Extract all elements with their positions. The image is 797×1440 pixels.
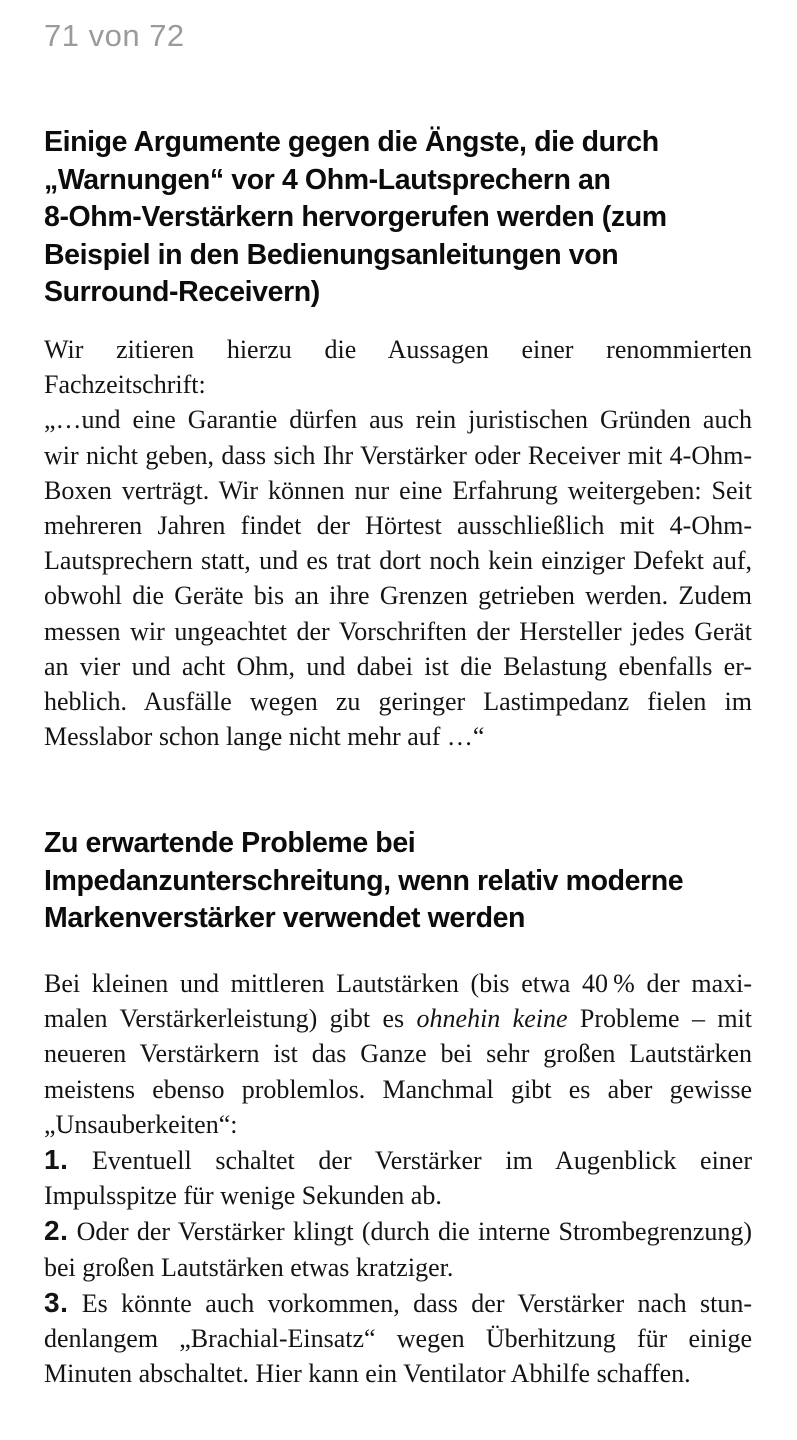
paragraph-magazine-quote <box>44 332 752 754</box>
italic-phrase: ohnehin keine <box>416 1004 568 1034</box>
text-line: messen wir ungeachtet der Vorschriften der Hersteller jedes Gerät <box>44 616 752 646</box>
text-segment: Oder der Verstärker klingt (durch die interne Strombegrenzung) <box>68 1217 752 1247</box>
text-line <box>44 1142 752 1178</box>
text-line: Minuten abschaltet. Hier kann ein Ventilator Abhilfe schaffen. <box>44 1359 691 1389</box>
text-line: bei großen Lautstärken etwas kratziger. <box>44 1252 454 1282</box>
text-line: wir nicht geben, dass sich Ihr Verstärker oder Receiver mit 4-Ohm- <box>44 440 752 470</box>
list-number: 3. <box>44 1286 69 1318</box>
section-heading-expected-problems <box>44 825 756 938</box>
list-number: 2. <box>44 1215 69 1247</box>
list-number: 1. <box>44 1144 69 1176</box>
text-line <box>44 1285 752 1321</box>
heading-line: 8-Ohm-Verstärkern hervorgerufen werden (zum <box>44 201 667 233</box>
paragraph-expected-problems <box>44 966 752 1391</box>
text-line: „Unsauberkeiten“: <box>44 1109 238 1139</box>
text-line: Boxen verträgt. Wir können nur eine Erfahrung weitergeben: Seit <box>44 475 752 505</box>
heading-line: Impedanzunterschreitung, wenn relativ moderne <box>44 864 684 897</box>
text-segment: Probleme – mit <box>567 1004 753 1034</box>
text-line: Bei kleinen und mittleren Lautstärken (bis etwa 40 % der maxi- <box>44 969 752 998</box>
text-line <box>44 1213 752 1249</box>
heading-line: Beispiel in den Bedienungsanleitungen von <box>44 238 619 271</box>
heading-line: Zu erwartende Probleme bei <box>44 827 416 859</box>
text-line: denlangem „Brachial-Einsatz“ wegen Überhitzung für einige <box>44 1324 752 1354</box>
text-line: Lautsprechern statt, und es trat dort noch kein einziger Defekt auf, <box>44 546 752 576</box>
page-indicator: 71 von 72 <box>44 18 185 53</box>
text-line: heblich. Ausfälle wegen zu geringer Lastimpedanz fielen im <box>44 687 752 717</box>
text-line: meistens ebenso problemlos. Manchmal gibt es aber gewisse <box>44 1074 752 1104</box>
text-line: an vier und acht Ohm, und dabei ist die Belastung ebenfalls er- <box>44 651 752 681</box>
text-segment: Eventuell schaltet der Verstärker im Augenblick einer <box>68 1146 752 1176</box>
text-line: Wir zitieren hierzu die Aussagen einer renommierten <box>44 335 752 364</box>
section-heading-arguments <box>44 124 756 312</box>
text-line: neueren Verstärkern ist das Ganze bei sehr großen Lautstärken <box>44 1039 752 1069</box>
text-line: obwohl die Geräte bis an ihre Grenzen getrieben werden. Zudem <box>44 581 752 611</box>
text-line: Messlabor schon lange nicht mehr auf …“ <box>44 722 485 752</box>
text-line: mehreren Jahren findet der Hörtest ausschließlich mit 4-Ohm- <box>44 511 752 541</box>
text-segment: Es könnte auch vorkommen, dass der Verstärker nach stun- <box>68 1288 752 1318</box>
text-line: Fachzeitschrift: <box>44 370 206 400</box>
heading-line: „Warnungen“ vor 4 Ohm-Lautsprechern an <box>44 163 611 196</box>
heading-line: Surround-Receivern) <box>44 276 320 308</box>
text-segment: malen Verstärkerleistung) gibt es <box>44 1004 417 1034</box>
text-line: Impulsspitze für wenige Sekunden ab. <box>44 1181 442 1211</box>
heading-line: Markenverstärker verwendet werden <box>44 902 526 934</box>
text-line <box>44 1001 752 1036</box>
heading-line: Einige Argumente gegen die Ängste, die durch <box>44 126 659 158</box>
text-line: „…und eine Garantie dürfen aus rein juristischen Gründen auch <box>44 405 752 435</box>
